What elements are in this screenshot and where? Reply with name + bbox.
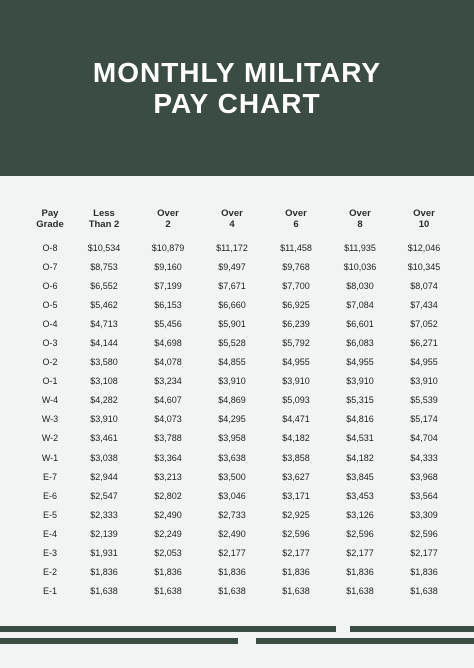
pay-amount-cell: $12,046 bbox=[407, 242, 441, 253]
pay-grade-cell: O-4 bbox=[42, 318, 58, 329]
pay-amount-cell: $8,030 bbox=[346, 280, 374, 291]
table-body bbox=[28, 238, 456, 601]
pay-amount-cell: $3,564 bbox=[410, 490, 438, 501]
pay-amount-cell: $5,792 bbox=[282, 338, 310, 349]
footer-bar-top-left bbox=[0, 626, 336, 632]
pay-amount-cell: $6,660 bbox=[218, 299, 246, 310]
table-row bbox=[28, 391, 456, 410]
pay-amount-cell: $7,700 bbox=[282, 280, 310, 291]
header-less-than-2: Less Than 2 bbox=[88, 208, 120, 230]
pay-grade-cell: E-7 bbox=[42, 471, 57, 482]
pay-grade-cell: E-5 bbox=[42, 509, 57, 520]
pay-grade-cell: O-8 bbox=[42, 242, 58, 253]
pay-amount-cell: $4,955 bbox=[410, 357, 438, 368]
pay-grade-cell: O-6 bbox=[42, 280, 58, 291]
pay-amount-cell: $8,074 bbox=[410, 280, 438, 291]
table-row bbox=[28, 467, 456, 486]
pay-grade-cell: O-3 bbox=[42, 338, 58, 349]
pay-amount-cell: $10,534 bbox=[87, 242, 121, 253]
pay-amount-cell: $3,627 bbox=[282, 471, 310, 482]
pay-amount-cell: $3,234 bbox=[154, 376, 182, 387]
pay-amount-cell: $4,955 bbox=[346, 357, 374, 368]
pay-table-container bbox=[28, 208, 456, 601]
pay-grade-cell: O-1 bbox=[42, 376, 58, 387]
pay-amount-cell: $1,638 bbox=[218, 586, 246, 597]
pay-amount-cell: $3,910 bbox=[346, 376, 374, 387]
header-over-2: Over 2 bbox=[157, 208, 179, 230]
pay-amount-cell: $9,160 bbox=[154, 261, 182, 272]
pay-amount-cell: $3,126 bbox=[346, 509, 374, 520]
pay-amount-cell: $5,174 bbox=[410, 414, 438, 425]
table-row bbox=[28, 448, 456, 467]
pay-amount-cell: $3,910 bbox=[282, 376, 310, 387]
pay-amount-cell: $4,333 bbox=[410, 452, 438, 463]
pay-amount-cell: $2,925 bbox=[282, 509, 310, 520]
pay-amount-cell: $4,144 bbox=[90, 338, 118, 349]
page-title-line-1: MONTHLY MILITARY bbox=[92, 57, 382, 88]
pay-amount-cell: $2,490 bbox=[218, 528, 246, 539]
pay-amount-cell: $2,596 bbox=[346, 528, 374, 539]
pay-amount-cell: $3,788 bbox=[154, 433, 182, 444]
pay-amount-cell: $2,490 bbox=[154, 509, 182, 520]
pay-amount-cell: $4,816 bbox=[346, 414, 374, 425]
pay-amount-cell: $7,084 bbox=[346, 299, 374, 310]
pay-amount-cell: $3,845 bbox=[346, 471, 374, 482]
pay-amount-cell: $2,139 bbox=[90, 528, 118, 539]
table-row bbox=[28, 314, 456, 333]
pay-amount-cell: $6,083 bbox=[346, 338, 374, 349]
pay-amount-cell: $4,073 bbox=[154, 414, 182, 425]
pay-amount-cell: $2,596 bbox=[410, 528, 438, 539]
table-row bbox=[28, 582, 456, 601]
pay-amount-cell: $3,910 bbox=[90, 414, 118, 425]
pay-grade-cell: O-5 bbox=[42, 299, 58, 310]
table-row bbox=[28, 410, 456, 429]
pay-amount-cell: $1,836 bbox=[218, 567, 246, 578]
header-over-6: Over 6 bbox=[285, 208, 307, 230]
pay-grade-cell: W-4 bbox=[41, 395, 59, 406]
page-title-line-2: PAY CHART bbox=[153, 88, 321, 119]
pay-grade-cell: E-1 bbox=[42, 586, 57, 597]
pay-amount-cell: $2,333 bbox=[90, 509, 118, 520]
footer-bar-bottom-right bbox=[256, 638, 474, 644]
pay-amount-cell: $2,177 bbox=[410, 548, 438, 559]
pay-amount-cell: $4,607 bbox=[154, 395, 182, 406]
pay-amount-cell: $2,944 bbox=[90, 471, 118, 482]
pay-amount-cell: $3,500 bbox=[218, 471, 246, 482]
table-row bbox=[28, 353, 456, 372]
pay-amount-cell: $6,153 bbox=[154, 299, 182, 310]
pay-amount-cell: $6,239 bbox=[282, 318, 310, 329]
pay-amount-cell: $6,601 bbox=[346, 318, 374, 329]
table-row bbox=[28, 486, 456, 505]
pay-amount-cell: $4,698 bbox=[154, 338, 182, 349]
pay-amount-cell: $1,638 bbox=[282, 586, 310, 597]
pay-grade-cell: W-3 bbox=[41, 414, 59, 425]
pay-amount-cell: $6,271 bbox=[410, 338, 438, 349]
header-over-4: Over 4 bbox=[221, 208, 243, 230]
pay-amount-cell: $3,910 bbox=[218, 376, 246, 387]
pay-table bbox=[28, 208, 456, 601]
pay-amount-cell: $3,046 bbox=[218, 490, 246, 501]
table-row bbox=[28, 524, 456, 543]
pay-amount-cell: $4,955 bbox=[282, 357, 310, 368]
pay-amount-cell: $11,935 bbox=[344, 242, 376, 253]
pay-amount-cell: $3,453 bbox=[346, 490, 374, 501]
header-over-8: Over 8 bbox=[349, 208, 371, 230]
footer-bar-top-right bbox=[350, 626, 474, 632]
title-banner bbox=[0, 0, 474, 176]
pay-amount-cell: $1,836 bbox=[410, 567, 438, 578]
pay-amount-cell: $7,671 bbox=[218, 280, 246, 291]
pay-amount-cell: $5,539 bbox=[410, 395, 438, 406]
pay-amount-cell: $2,596 bbox=[282, 528, 310, 539]
pay-amount-cell: $4,855 bbox=[218, 357, 246, 368]
pay-amount-cell: $3,580 bbox=[90, 357, 118, 368]
pay-amount-cell: $7,434 bbox=[410, 299, 438, 310]
pay-amount-cell: $4,282 bbox=[90, 395, 118, 406]
pay-amount-cell: $4,869 bbox=[218, 395, 246, 406]
pay-amount-cell: $2,249 bbox=[154, 528, 182, 539]
pay-amount-cell: $1,836 bbox=[90, 567, 118, 578]
pay-amount-cell: $10,879 bbox=[151, 242, 185, 253]
pay-amount-cell: $1,931 bbox=[90, 548, 118, 559]
header-over-10: Over 10 bbox=[413, 208, 435, 230]
pay-amount-cell: $3,958 bbox=[218, 433, 246, 444]
pay-amount-cell: $9,497 bbox=[218, 261, 246, 272]
header-pay-grade: Pay Grade bbox=[36, 208, 64, 230]
pay-grade-cell: O-7 bbox=[42, 261, 58, 272]
pay-amount-cell: $3,968 bbox=[410, 471, 438, 482]
pay-amount-cell: $3,910 bbox=[410, 376, 438, 387]
pay-amount-cell: $3,309 bbox=[410, 509, 438, 520]
table-row bbox=[28, 238, 456, 257]
pay-amount-cell: $2,733 bbox=[218, 509, 246, 520]
pay-amount-cell: $2,177 bbox=[346, 548, 374, 559]
pay-amount-cell: $11,458 bbox=[280, 242, 312, 253]
table-row bbox=[28, 505, 456, 524]
pay-amount-cell: $10,036 bbox=[343, 261, 377, 272]
table-row bbox=[28, 276, 456, 295]
pay-amount-cell: $1,836 bbox=[282, 567, 310, 578]
table-row bbox=[28, 257, 456, 276]
pay-amount-cell: $4,704 bbox=[410, 433, 438, 444]
pay-grade-cell: W-1 bbox=[41, 452, 59, 463]
pay-amount-cell: $2,547 bbox=[90, 490, 118, 501]
pay-amount-cell: $3,461 bbox=[90, 433, 118, 444]
pay-amount-cell: $7,199 bbox=[154, 280, 182, 291]
pay-grade-cell: E-2 bbox=[42, 567, 57, 578]
pay-amount-cell: $5,462 bbox=[90, 299, 118, 310]
pay-amount-cell: $1,836 bbox=[154, 567, 182, 578]
pay-amount-cell: $3,213 bbox=[154, 471, 182, 482]
pay-amount-cell: $4,078 bbox=[154, 357, 182, 368]
pay-amount-cell: $4,713 bbox=[90, 318, 118, 329]
table-row bbox=[28, 544, 456, 563]
pay-amount-cell: $6,925 bbox=[282, 299, 310, 310]
pay-amount-cell: $5,456 bbox=[154, 318, 182, 329]
table-row bbox=[28, 372, 456, 391]
pay-amount-cell: $2,177 bbox=[218, 548, 246, 559]
pay-amount-cell: $4,531 bbox=[346, 433, 374, 444]
pay-amount-cell: $3,858 bbox=[282, 452, 310, 463]
pay-amount-cell: $1,638 bbox=[90, 586, 118, 597]
pay-amount-cell: $3,638 bbox=[218, 452, 246, 463]
pay-amount-cell: $9,768 bbox=[282, 261, 310, 272]
pay-amount-cell: $1,638 bbox=[410, 586, 438, 597]
pay-amount-cell: $3,171 bbox=[282, 490, 310, 501]
pay-grade-cell: E-6 bbox=[42, 490, 57, 501]
pay-amount-cell: $3,108 bbox=[90, 376, 118, 387]
pay-amount-cell: $5,528 bbox=[218, 338, 246, 349]
pay-amount-cell: $8,753 bbox=[90, 261, 118, 272]
pay-amount-cell: $2,802 bbox=[154, 490, 182, 501]
pay-amount-cell: $5,315 bbox=[346, 395, 374, 406]
pay-grade-cell: O-2 bbox=[42, 357, 58, 368]
pay-amount-cell: $4,471 bbox=[282, 414, 310, 425]
pay-amount-cell: $2,177 bbox=[282, 548, 310, 559]
pay-amount-cell: $2,053 bbox=[154, 548, 182, 559]
table-row bbox=[28, 333, 456, 352]
pay-amount-cell: $10,345 bbox=[407, 261, 441, 272]
pay-grade-cell: E-3 bbox=[42, 548, 57, 559]
pay-grade-cell: E-4 bbox=[42, 528, 57, 539]
table-header-row bbox=[28, 208, 456, 238]
pay-grade-cell: W-2 bbox=[41, 433, 59, 444]
pay-amount-cell: $6,552 bbox=[90, 280, 118, 291]
pay-amount-cell: $11,172 bbox=[216, 242, 248, 253]
footer-bar-bottom-left bbox=[0, 638, 238, 644]
pay-amount-cell: $4,295 bbox=[218, 414, 246, 425]
pay-amount-cell: $7,052 bbox=[410, 318, 438, 329]
pay-amount-cell: $1,836 bbox=[346, 567, 374, 578]
table-row bbox=[28, 429, 456, 448]
table-row bbox=[28, 563, 456, 582]
pay-amount-cell: $3,364 bbox=[154, 452, 182, 463]
pay-amount-cell: $1,638 bbox=[154, 586, 182, 597]
pay-amount-cell: $1,638 bbox=[346, 586, 374, 597]
pay-amount-cell: $5,093 bbox=[282, 395, 310, 406]
pay-amount-cell: $5,901 bbox=[218, 318, 246, 329]
pay-amount-cell: $3,038 bbox=[90, 452, 118, 463]
table-row bbox=[28, 295, 456, 314]
pay-amount-cell: $4,182 bbox=[346, 452, 374, 463]
pay-amount-cell: $4,182 bbox=[282, 433, 310, 444]
